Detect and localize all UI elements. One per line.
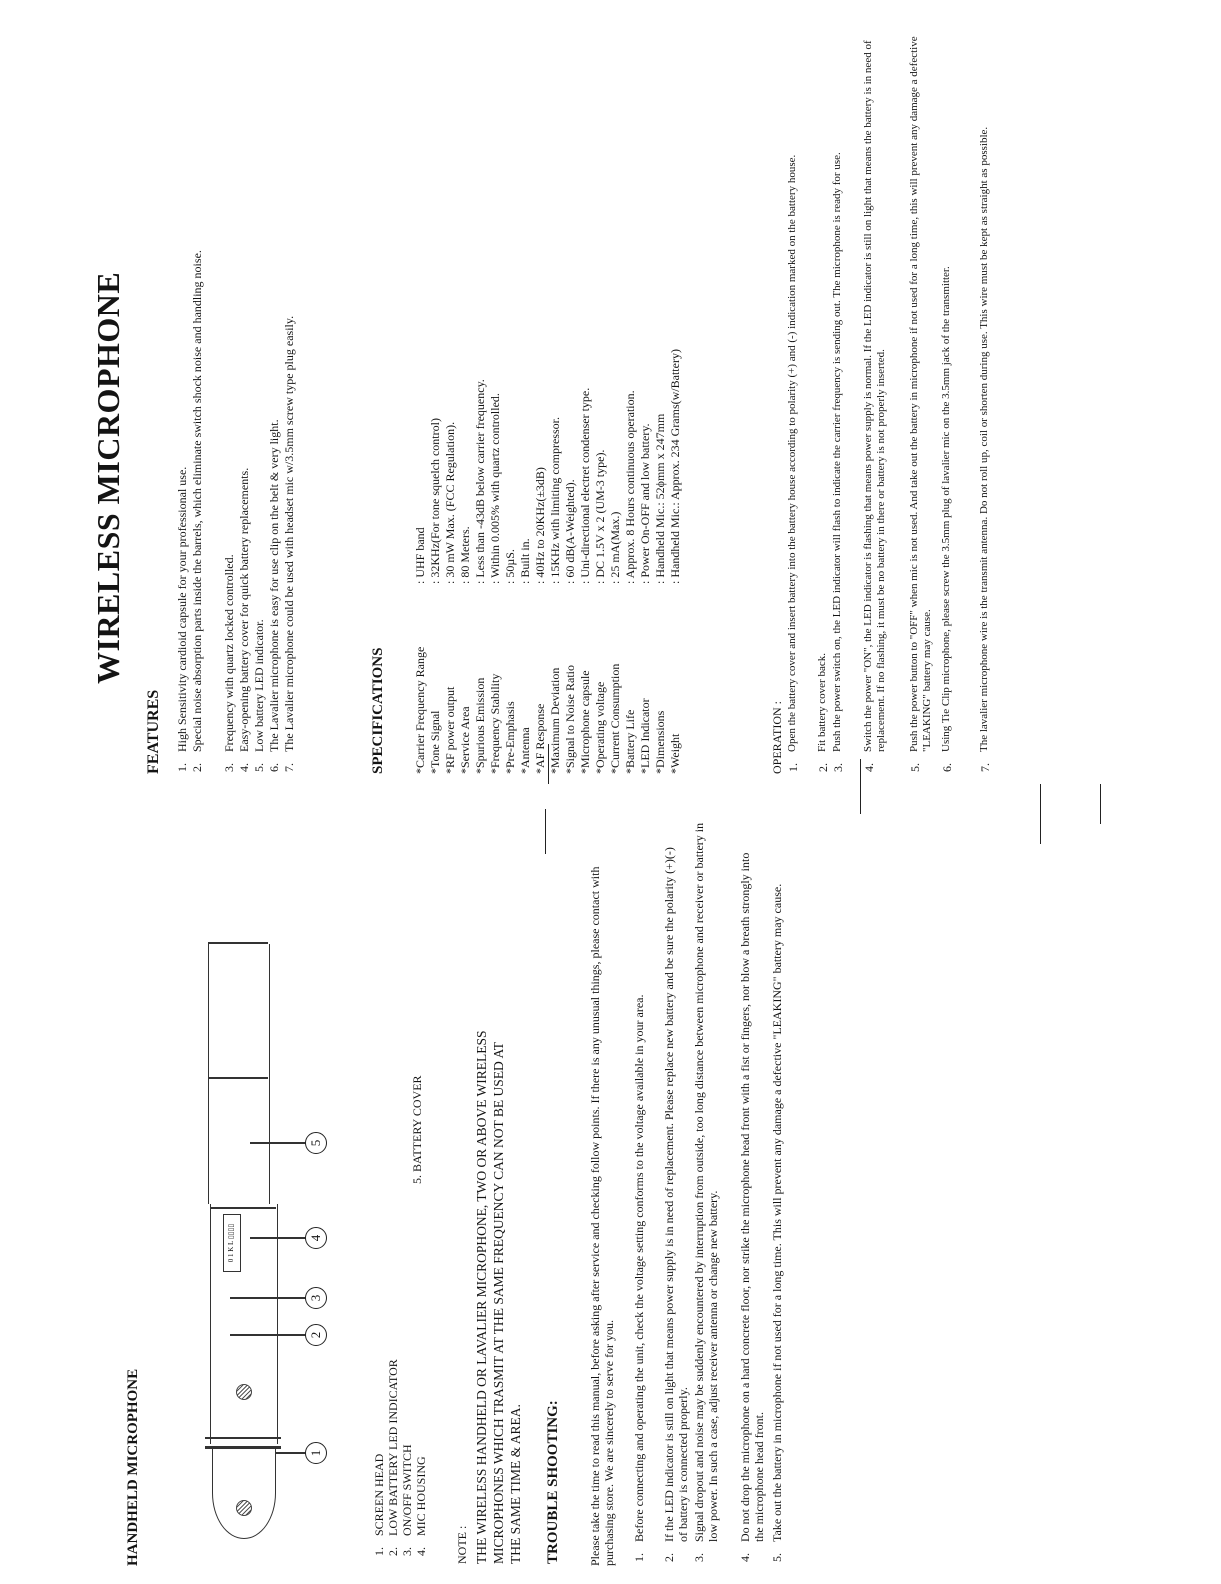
callout-5: 5 [305, 1132, 327, 1154]
fold-rule [1100, 784, 1101, 824]
wireless-panel: WIRELESS MICROPHONE FEATURES 1. High Sensitivity cardioid capsule for your professional use. 2. Special noise absorption parts inside the barrels, which eliminate switch shock noise and handling noise. 3. Frequency with quartz locked controlled. 4. Easy-opening battery cover for quick battery replacements. 5. Low battery LED indicator. 6. The Lavalier microphone is easy for use clip on the belt & very light. 7. The Lavalier microphone could be used with headset mic w/3.5mm screw type plug easily. SPECIFICATIONS *Carrier Frequency Range : UHF band *Tone Signal : 32KHz(For tone squelch control) *RF power output : 30 mW Max. (FCC Regulation). *Service Area : 80 Meters. *Spurious Emission : Less than -43dB below carrier frequency. *Frequency Stability : Within 0.005% with quartz controlled. *Pre-Emphasis : 50µS. *Antenna : Built in. *AF Response : 40Hz to 20KHz(±3dB) *Maximum Deviation : 15KHz with limiting compressor. *Signal to Noise Ratio : 60 dB(A-Weighted). *Microphone capsule : Uni-directional electret condenser type. *Operating voltage : DC 1.5V x 2 (UM-3 type). *Current Consumption : 25 mA(Max.) *Battery Life : Approx. 8 Hours continuous operation. *LED Indicator : Power On-OFF and low battery. *Dimensions : Handheld Mic.: 52ϕmm x 247mm *Weight : Handheld Mic.: Approx. 234 Grams(w/Battery) OPERATION : 1. Open the battery cover and insert battery into the battery house according to polarity (+) and (-) indication marked on the battery house. 2. Fit battery cover back. 3. Push the power switch on, the LED indicator will flash to indicate the carrier frequency is sending out. The microphone is ready for use. 4. Switch the power "ON", the LED indicator is flashing that means power supply is normal. If the LED indicator is still on light that means the battery is in need of replacement. If no flashing, it must be no battery in there or battery is not properly inserted. 5. Push the power button to "OFF" when mic is not used. And take out the battery in microphone if not used for a long time, this will prevent any damage a defective "LEAKING" battery may cause. 6. Using Tie Clip microphone, please screw the 3.5mm plug of lavalier mic on the 3.5mm jack of the transmitter. 7. The lavalier microphone wire is the transmit antenna. Do not roll up, coil or shorten during use. This wire must be kept as straight as possible. [90, 36, 992, 774]
head-ring [205, 1446, 281, 1449]
features-heading: FEATURES [145, 689, 162, 774]
page-title: WIRELESS MICROPHONE [90, 271, 126, 684]
leader-5 [250, 1143, 306, 1145]
note-line: THE SAME TIME & AREA. [508, 1404, 523, 1564]
cover-joint [208, 1077, 268, 1079]
handheld-heading: HANDHELD MICROPHONE [125, 1368, 141, 1566]
note-heading: NOTE : [455, 1525, 469, 1564]
fold-rule [1040, 784, 1041, 844]
operation-heading: OPERATION : [770, 700, 784, 774]
grille-icon [236, 1500, 252, 1516]
leader-3 [230, 1298, 306, 1300]
callout-4: 4 [305, 1227, 327, 1249]
note-line: THE WIRELESS HANDHELD OR LAVALIER MICROPHONE, TWO OR ABOVE WIRELESS [474, 1030, 489, 1564]
battery-cover-shape [208, 944, 270, 1204]
note-line: MICROPHONES WHICH TRASMIT AT THE SAME FREQUENCY CAN NOT BE USED AT [491, 1042, 506, 1564]
led-switch-panel: 0 1 K L ▯▯▯▯ [223, 1214, 241, 1272]
leader-4 [250, 1238, 306, 1240]
trouble-heading: TROUBLE SHOOTING: [545, 1400, 561, 1564]
leader-1 [276, 1453, 306, 1455]
housing-joint [210, 1207, 276, 1209]
tail-line [208, 943, 268, 945]
part-5-label: 5. BATTERY COVER [410, 1075, 424, 1184]
mic-housing-shape [210, 1204, 278, 1444]
fold-rule [545, 809, 546, 854]
handheld-panel: HANDHELD MICROPHONE 0 1 K L ▯▯▯▯ 1 2 3 4 5 1. SCREEN HEAD 2. LOW BATTERY LED INDICATOR 3. ON/OFF SWITCH 4. MIC HOUSING 5. BATTERY COVER NOTE : THE WIRELESS HANDHELD OR LAVALIER MICROPHONE, TWO OR ABOVE WIRELESS MICROPHONES WHICH TRASMIT AT THE SAME FREQUENCY CAN NOT BE USED AT THE SAME TIME & AREA. TROUBLE SHOOTING: Please take the time to read this manual, before asking after service and checking follow points. If there is any unusual things, please contact with purchasing store. We are sincerely to serve for you. 1. Before connecting and operating the unit, check the voltage setting conforms to the voltage available in your area. 2. If the LED indicator is still on light that means power supply is in need of replacement. Please replace new battery and be sure the polarity (+)(-) of battery is connected properly. 3. Signal dropout and noise may be suddenly encountered by interruption from outside, too long distance between microphone and receiver or battery in low power. In such a case, adjust receiver antenna or change new battery. 4. Do not drop the microphone on a hard concrete floor, nor strike the microphone head front with a fist or fingers, nor blow a breath strongly into the microphone head front. 5. Take out the battery in microphone if not used for a long time. This will prevent any damage a defective "LEAKING" battery may cause. [125, 822, 784, 1566]
callout-1: 1 [305, 1442, 327, 1464]
callout-2: 2 [305, 1324, 327, 1346]
screen-head-shape [212, 1447, 276, 1539]
leader-2 [230, 1335, 306, 1337]
callout-3: 3 [305, 1287, 327, 1309]
specifications-heading: SPECIFICATIONS [370, 647, 386, 774]
trouble-intro: Please take the time to read this manual, before asking after service and checking follow points. If there is any unusual things, please contact with purchasing store. We are sincerely to serve for you. [588, 866, 616, 1566]
